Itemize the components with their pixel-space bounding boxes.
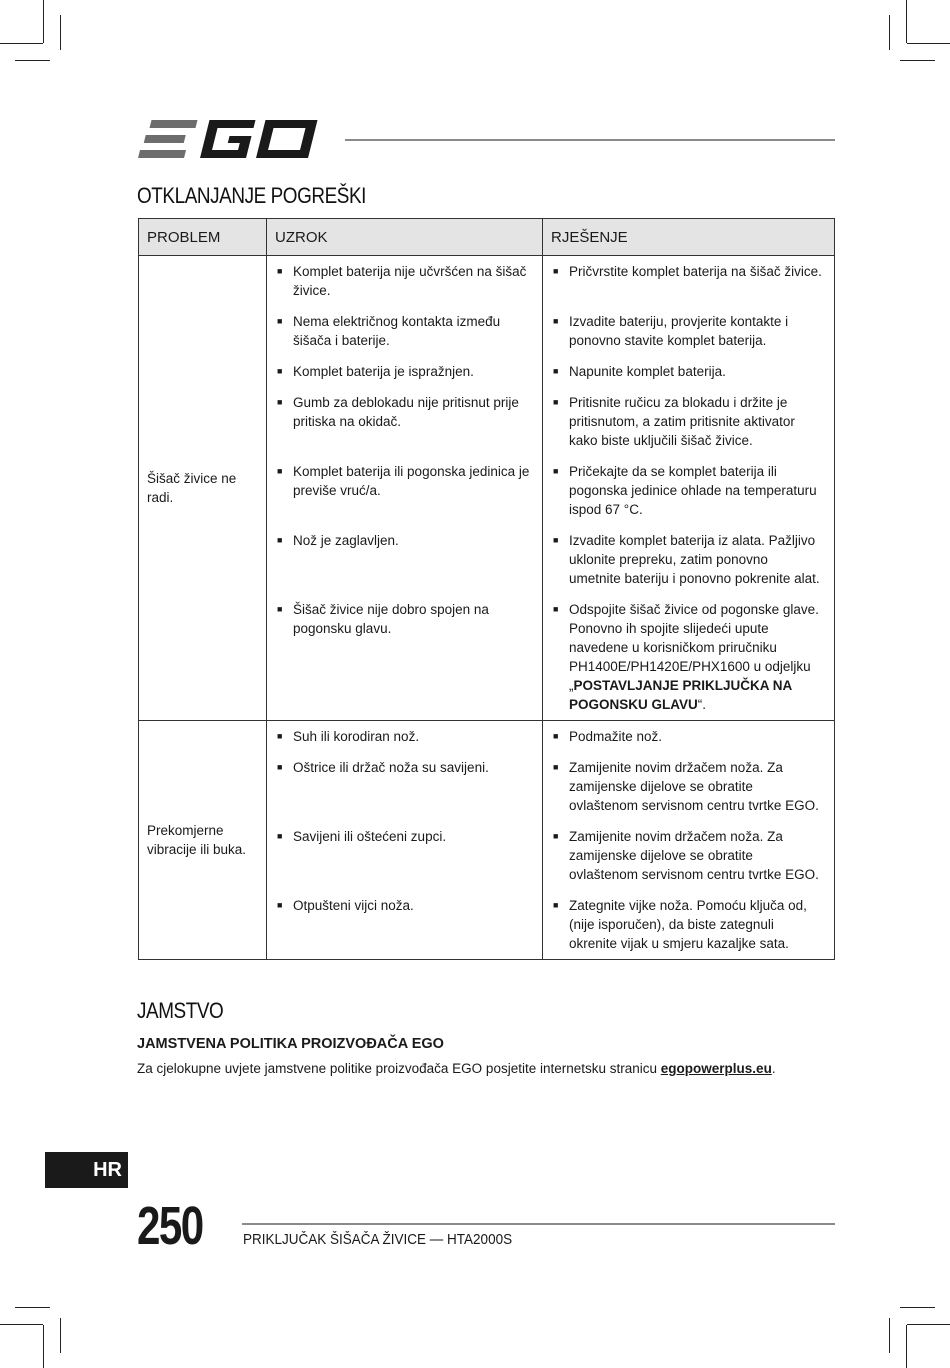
solution-text: Pričvrstite komplet baterija na šišač živice. [569,264,822,279]
header-problem: PROBLEM [139,219,267,256]
solution-cell [543,890,835,960]
crop-mark [900,1307,935,1308]
crop-mark [906,1325,907,1368]
table-header-row [139,219,835,256]
cause-text: Gumb za deblokadu nije pritisnut prije pritiska na okidač. [293,395,519,429]
crop-mark [60,1318,61,1353]
solution-cell [543,752,835,821]
cause-text: Nema električnog kontakta između šišača i baterije. [293,314,501,348]
open-quote: „ [569,678,574,693]
bullet-icon: ■ [277,397,283,407]
solution-text: Izvadite bateriju, provjerite kontakte i ponovno stavite komplet baterija. [569,314,789,348]
solution-text: Pričekajte da se komplet baterija ili pogonska jedinice ohlade na temperaturu ispod 67 °C. [569,464,817,517]
warranty-title: JAMSTVO [137,998,224,1023]
document-title: PRIKLJUČAK ŠIŠAČA ŽIVICE — HTA2000S [243,1231,513,1248]
ego-logo [138,118,328,162]
bullet-icon: ■ [553,397,559,407]
cause-text: Komplet baterija nije učvršćen na šišač živice. [293,264,527,298]
solution-text: Pritisnite ručicu za blokadu i držite je pritisnutom, a zatim pritisnite aktivator kako biste uključili šišač živice. [569,395,795,448]
solution-cell [543,387,835,456]
solution-text: Izvadite komplet baterija iz alata. Pažljivo uklonite prepreku, zatim ponovno umetnite bateriju i ponovno pokrenite alat. [569,533,820,586]
bullet-icon: ■ [277,466,283,476]
bullet-icon: ■ [277,731,283,741]
solution-cell [543,256,835,307]
cause-text: Šišač živice nije dobro spojen na pogonsku glavu. [293,602,489,636]
cause-text: Oštrice ili držač noža su savijeni. [293,760,489,775]
cause-cell [267,525,543,594]
cause-cell [267,256,543,307]
table-row [139,256,835,307]
troubleshooting-table [138,218,835,960]
crop-mark [15,1307,50,1308]
bullet-icon: ■ [553,604,559,614]
solution-text [569,600,822,714]
crop-mark [43,1325,44,1368]
header-cause: UZROK [267,219,543,256]
footer-rule [242,1223,835,1225]
page-number: 250 [137,1196,203,1256]
bullet-icon: ■ [277,535,283,545]
solution-cell [543,456,835,525]
bullet-icon: ■ [277,366,283,376]
warranty-link[interactable]: egopowerplus.eu [660,1061,772,1076]
bullet-icon: ■ [277,762,283,772]
bullet-icon: ■ [553,831,559,841]
solution-text: Zamijenite novim držačem noža. Za zamijenske dijelove se obratite ovlaštenom servisnom centru tvrtke EGO. [569,829,819,882]
solution-cell [543,721,835,753]
cause-cell [267,387,543,456]
cause-cell [267,752,543,821]
cause-text: Nož je zaglavljen. [293,533,399,548]
bullet-icon: ■ [277,266,283,276]
crop-mark [889,1318,890,1353]
language-tab: HR [45,1152,128,1188]
cause-text: Komplet baterija je ispražnjen. [293,364,474,379]
crop-mark [900,60,935,61]
warranty-text: Za cjelokupne uvjete jamstvene politike proizvođača EGO posjetite internetsku stranicu [137,1061,658,1076]
warranty-subtitle: JAMSTVENA POLITIKA PROIZVOĐAČA EGO [137,1036,444,1052]
cause-text: Savijeni ili oštećeni zupci. [293,829,447,844]
crop-mark [907,1324,950,1325]
solution-cell [543,525,835,594]
problem-cell: Šišač živice ne radi. [139,256,267,721]
header-solution: RJEŠENJE [543,219,835,256]
crop-mark [907,43,950,44]
bullet-icon: ■ [553,316,559,326]
crop-mark [906,0,907,43]
bullet-icon: ■ [277,831,283,841]
cause-cell [267,594,543,721]
warranty-paragraph [137,1061,776,1076]
bullet-icon: ■ [553,466,559,476]
crop-mark [889,15,890,50]
cause-cell [267,890,543,960]
warranty-text-end: . [771,1061,776,1076]
bullet-icon: ■ [277,900,283,910]
cause-cell [267,821,543,890]
solution-cell [543,594,835,721]
cause-cell [267,306,543,356]
cause-cell [267,356,543,387]
table-row [139,721,835,753]
solution-text: Napunite komplet baterija. [569,364,726,379]
crop-mark [15,60,50,61]
solution-section-reference: POSTAVLJANJE PRIKLJUČKA NA POGONSKU GLAVU [569,678,792,712]
cause-cell [267,456,543,525]
solution-cell [543,356,835,387]
solution-cell [543,306,835,356]
crop-mark [60,15,61,50]
bullet-icon: ■ [277,316,283,326]
header-rule [345,139,835,141]
bullet-icon: ■ [277,604,283,614]
cause-text: Suh ili korodiran nož. [293,729,420,744]
solution-cell [543,821,835,890]
bullet-icon: ■ [553,731,559,741]
bullet-icon: ■ [553,900,559,910]
bullet-icon: ■ [553,762,559,772]
solution-text: Zategnite vijke noža. Pomoću ključa od, (nije isporučen), da biste zategnuli okrenite vijak u smjeru kazaljke sata. [569,898,807,951]
troubleshooting-title: OTKLANJANJE POGREŠKI [137,183,367,208]
cause-cell [267,721,543,753]
crop-mark [0,1324,43,1325]
bullet-icon: ■ [553,366,559,376]
solution-text: Zamijenite novim držačem noža. Za zamijenske dijelove se obratite ovlaštenom servisnom centru tvrtke EGO. [569,760,819,813]
solution-text: Podmažite nož. [569,729,663,744]
crop-mark [0,43,43,44]
crop-mark [43,0,44,43]
solution-text-plain: Odspojite šišač živice od pogonske glave. Ponovno ih spojite slijedeći upute navedene u korisničkom priručniku PH1400E/PH1420E/PHX1600 u odjeljku [569,602,819,674]
close-quote: “. [697,697,707,712]
bullet-icon: ■ [553,266,559,276]
cause-text: Komplet baterija ili pogonska jedinica je previše vruć/a. [293,464,530,498]
cause-text: Otpušteni vijci noža. [293,898,414,913]
problem-cell: Prekomjerne vibracije ili buka. [139,721,267,960]
bullet-icon: ■ [553,535,559,545]
